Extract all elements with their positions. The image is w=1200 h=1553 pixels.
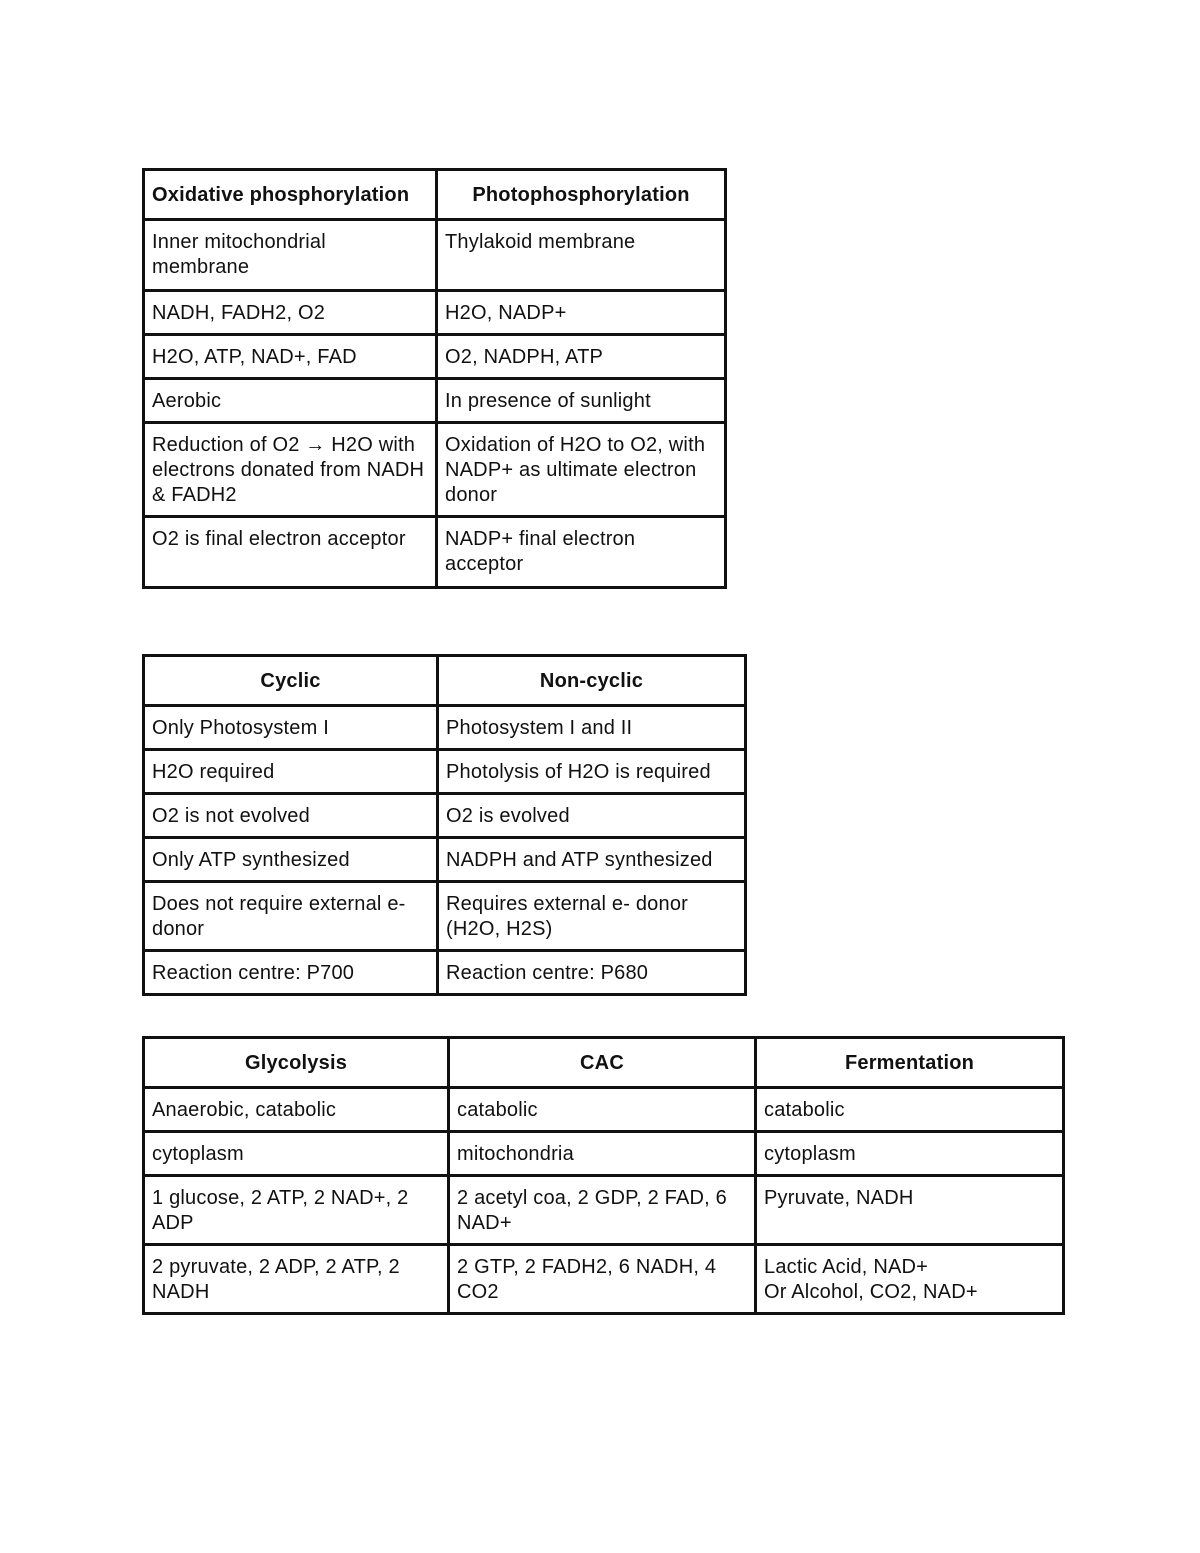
table-cell: NADPH and ATP synthesized bbox=[438, 838, 746, 882]
respiration-stages-table bbox=[142, 1036, 1065, 1315]
table-cell: Reduction of O2 → H2O with electrons donated from NADH & FADH2 bbox=[144, 423, 437, 517]
table-cell: NADP+ final electron acceptor bbox=[437, 517, 726, 588]
table-row bbox=[144, 1245, 1064, 1314]
table-cell: Reaction centre: P700 bbox=[144, 951, 438, 995]
table-cell: cytoplasm bbox=[144, 1132, 449, 1176]
table-row bbox=[144, 423, 726, 517]
table-cell: Only Photosystem I bbox=[144, 706, 438, 750]
table-row bbox=[144, 1132, 1064, 1176]
table-cell: Oxidation of H2O to O2, with NADP+ as ultimate electron donor bbox=[437, 423, 726, 517]
table-cell: mitochondria bbox=[449, 1132, 756, 1176]
table-cell: Lactic Acid, NAD+ Or Alcohol, CO2, NAD+ bbox=[756, 1245, 1064, 1314]
table-cell: Aerobic bbox=[144, 379, 437, 423]
table-cell: H2O, ATP, NAD+, FAD bbox=[144, 335, 437, 379]
table-cell: Photolysis of H2O is required bbox=[438, 750, 746, 794]
cyclic-noncyclic-table bbox=[142, 654, 747, 996]
column-header: Oxidative phosphorylation bbox=[144, 170, 437, 220]
column-header: Non-cyclic bbox=[438, 656, 746, 706]
table-row bbox=[144, 750, 746, 794]
table-cell: NADH, FADH2, O2 bbox=[144, 291, 437, 335]
table-cell: catabolic bbox=[449, 1088, 756, 1132]
table-header-row bbox=[144, 1038, 1064, 1088]
table-cell: Only ATP synthesized bbox=[144, 838, 438, 882]
table-cell: Requires external e- donor (H2O, H2S) bbox=[438, 882, 746, 951]
table-cell: catabolic bbox=[756, 1088, 1064, 1132]
table-row bbox=[144, 379, 726, 423]
table-cell: 2 pyruvate, 2 ADP, 2 ATP, 2 NADH bbox=[144, 1245, 449, 1314]
table-row bbox=[144, 794, 746, 838]
table-cell: In presence of sunlight bbox=[437, 379, 726, 423]
table-row bbox=[144, 1088, 1064, 1132]
table-cell: O2, NADPH, ATP bbox=[437, 335, 726, 379]
table-cell: H2O required bbox=[144, 750, 438, 794]
table-row bbox=[144, 706, 746, 750]
column-header: Cyclic bbox=[144, 656, 438, 706]
table-cell: Reaction centre: P680 bbox=[438, 951, 746, 995]
column-header: Glycolysis bbox=[144, 1038, 449, 1088]
table-cell: Does not require external e- donor bbox=[144, 882, 438, 951]
table-cell: 2 acetyl coa, 2 GDP, 2 FAD, 6 NAD+ bbox=[449, 1176, 756, 1245]
table-cell: Inner mitochondrial membrane bbox=[144, 220, 437, 291]
table-row bbox=[144, 951, 746, 995]
table-header-row bbox=[144, 170, 726, 220]
table-cell: O2 is final electron acceptor bbox=[144, 517, 437, 588]
table-cell: O2 is not evolved bbox=[144, 794, 438, 838]
table-row bbox=[144, 882, 746, 951]
table-cell: Anaerobic, catabolic bbox=[144, 1088, 449, 1132]
table-cell: 1 glucose, 2 ATP, 2 NAD+, 2 ADP bbox=[144, 1176, 449, 1245]
table-row bbox=[144, 517, 726, 588]
table-row bbox=[144, 838, 746, 882]
table-cell: cytoplasm bbox=[756, 1132, 1064, 1176]
table-row bbox=[144, 335, 726, 379]
table-header-row bbox=[144, 656, 746, 706]
table-row bbox=[144, 220, 726, 291]
table-cell: Photosystem I and II bbox=[438, 706, 746, 750]
table-cell: O2 is evolved bbox=[438, 794, 746, 838]
column-header: CAC bbox=[449, 1038, 756, 1088]
table-cell: 2 GTP, 2 FADH2, 6 NADH, 4 CO2 bbox=[449, 1245, 756, 1314]
table-cell: Thylakoid membrane bbox=[437, 220, 726, 291]
table-row bbox=[144, 291, 726, 335]
column-header: Photophosphorylation bbox=[437, 170, 726, 220]
column-header: Fermentation bbox=[756, 1038, 1064, 1088]
table-cell: H2O, NADP+ bbox=[437, 291, 726, 335]
table-cell: Pyruvate, NADH bbox=[756, 1176, 1064, 1245]
table-row bbox=[144, 1176, 1064, 1245]
phosphorylation-comparison-table bbox=[142, 168, 727, 589]
